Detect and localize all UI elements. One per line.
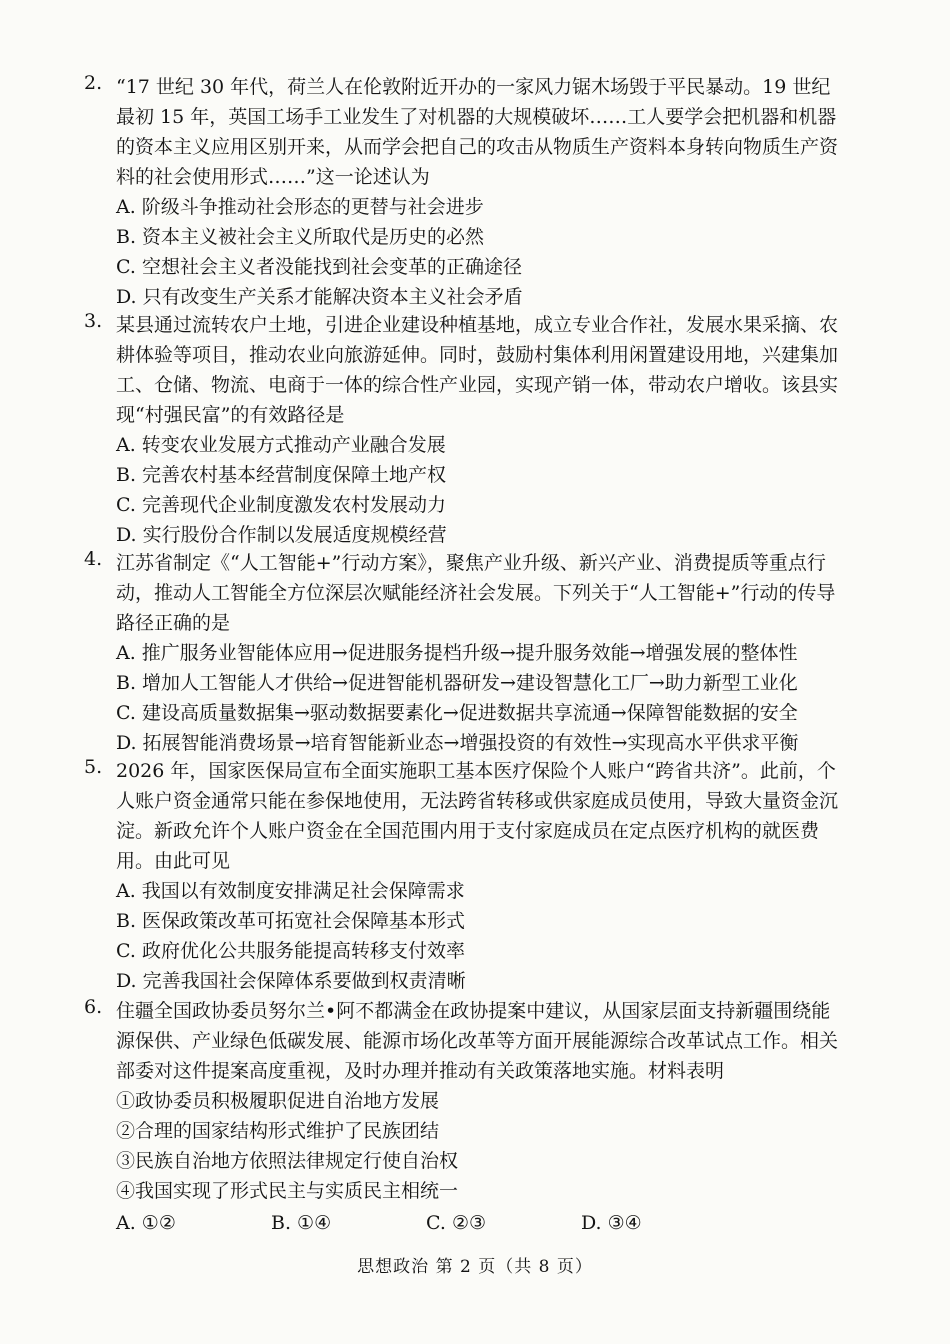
option-b: B. 医保政策改革可拓宽社会保障基本形式: [116, 910, 466, 932]
statement-1: ①政协委员积极履职促进自治地方发展: [116, 1090, 440, 1112]
options-list: [116, 430, 844, 550]
option-d: D. 拓展智能消费场景→培育智能新业态→增强投资的有效性→实现高水平供求平衡: [116, 732, 799, 754]
question-2: [84, 72, 844, 312]
option-a: A. ①②: [116, 1212, 176, 1234]
option-c: C. ②③: [426, 1212, 487, 1234]
options-list: [116, 638, 844, 758]
option-a: A. 推广服务业智能体应用→促进服务提档升级→提升服务效能→增强发展的整体性: [116, 642, 798, 664]
page-footer: 思想政治 第 2 页（共 8 页）: [357, 1257, 593, 1277]
statement-3: ③民族自治地方依照法律规定行使自治权: [116, 1150, 459, 1172]
question-3: [84, 310, 844, 550]
question-stem: 某县通过流转农户土地，引进企业建设种植基地，成立专业合作社，发展水果采摘、农耕体验等项目，推动农业向旅游延伸。同时，鼓励村集体利用闲置建设用地，兴建集加工、仓储、物流、电商于一体的综合性产业园，实现产销一体，带动农户增收。该县实现“村强民富”的有效路径是: [116, 314, 839, 426]
options-row: [116, 1208, 844, 1238]
option-a: A. 转变农业发展方式推动产业融合发展: [116, 434, 446, 456]
option-d: D. 只有改变生产关系才能解决资本主义社会矛盾: [116, 286, 523, 308]
question-stem: 住疆全国政协委员努尔兰•阿不都满金在政协提案中建议，从国家层面支持新疆围绕能源保供、产业绿色低碳发展、能源市场化改革等方面开展能源综合改革试点工作。相关部委对这件提案高度重视，及时办理并推动有关政策落地实施。材料表明: [116, 1000, 839, 1082]
question-stem: 江苏省制定《“人工智能+”行动方案》，聚焦产业升级、新兴产业、消费提质等重点行动，推动人工智能全方位深层次赋能经济社会发展。下列关于“人工智能+”行动的传导路径正确的是: [116, 552, 836, 634]
question-number: 2.: [84, 72, 103, 94]
option-a: A. 阶级斗争推动社会形态的更替与社会进步: [116, 196, 484, 218]
option-a: A. 我国以有效制度安排满足社会保障需求: [116, 880, 465, 902]
option-d: D. ③④: [581, 1212, 642, 1234]
statements-list: [116, 1086, 844, 1206]
option-d: D. 实行股份合作制以发展适度规模经营: [116, 524, 447, 546]
option-b: B. 资本主义被社会主义所取代是历史的必然: [116, 226, 485, 248]
option-d: D. 完善我国社会保障体系要做到权责清晰: [116, 970, 466, 992]
question-stem: “17 世纪 30 年代，荷兰人在伦敦附近开办的一家风力锯木场毁于平民暴动。19 世纪最初 15 年，英国工场手工业发生了对机器的大规模破坏……工人要学会把机器和机器的资本主义应用区别开来，从而学会把自己的攻击从物质生产资料本身转向物质生产资料的社会使用形式……”这一论述认为: [116, 76, 839, 188]
question-number: 5.: [84, 756, 103, 778]
question-5: [84, 756, 844, 996]
option-b: B. 增加人工智能人才供给→促进智能机器研发→建设智慧化工厂→助力新型工业化: [116, 672, 798, 694]
statement-2: ②合理的国家结构形式维护了民族团结: [116, 1120, 440, 1142]
option-c: C. 建设高质量数据集→驱动数据要素化→促进数据共享流通→保障智能数据的安全: [116, 702, 798, 724]
question-number: 6.: [84, 996, 103, 1018]
question-4: [84, 548, 844, 758]
question-stem: 2026 年，国家医保局宣布全面实施职工基本医疗保险个人账户“跨省共济”。此前，个人账户资金通常只能在参保地使用，无法跨省转移或供家庭成员使用，导致大量资金沉淀。新政允许个人账户资金在全国范围内用于支付家庭成员在定点医疗机构的就医费用。由此可见: [116, 760, 839, 872]
options-list: [116, 876, 844, 996]
statement-4: ④我国实现了形式民主与实质民主相统一: [116, 1180, 459, 1202]
option-b: B. 完善农村基本经营制度保障土地产权: [116, 464, 447, 486]
options-list: [116, 192, 844, 312]
question-number: 3.: [84, 310, 103, 332]
option-c: C. 政府优化公共服务能提高转移支付效率: [116, 940, 465, 962]
option-c: C. 完善现代企业制度激发农村发展动力: [116, 494, 446, 516]
question-number: 4.: [84, 548, 103, 570]
question-6: [84, 996, 844, 1238]
option-c: C. 空想社会主义者没能找到社会变革的正确途径: [116, 256, 522, 278]
option-b: B. ①④: [271, 1212, 332, 1234]
